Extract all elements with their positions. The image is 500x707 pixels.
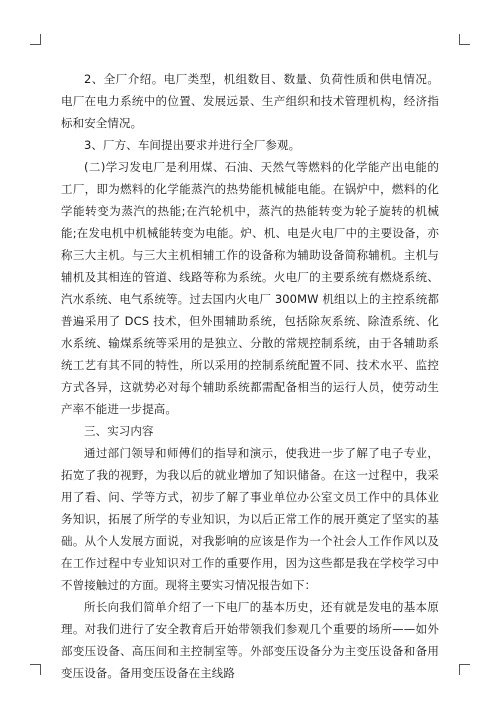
paragraph-power-plant-systems: (二)学习发电厂是利用煤、石油、天然气等燃料的化学能产出电能的工厂，即为燃料的化学能蒸汽的热势能机械能电能。在锅炉中，燃料的化学能转变为蒸汽的热能;在汽轮机中，蒸汽的热能转变为轮子旋转的机械能;在发电机中机械能转变为电能。炉、机、电是火电厂中的主要设备，亦称三大主机。与三大主机相辅工作的设备称为辅助设备简称辅机。主机与辅机及其相连的管道、线路等称为系统。火电厂的主要系统有燃烧系统、汽水系统、电气系统等。过去国内火电厂 300MW 机组以上的主控系统都普遍采用了 DCS 技术，但外围辅助系统，包括除灰系统、除渣系统、化水系统、输煤系统等采用的是独立、分散的常规控制系统，由于各辅助系统工艺有其不同的特性，所以采用的控制系统配置不同、技术水平、监控方式各异，这就势必对每个辅助系统都需配备相当的运行人员，使劳动生产率不能进一步提高。 bbox=[61, 160, 439, 416]
section-heading-internship-content: 三、实习内容 bbox=[84, 424, 154, 438]
paragraph-plant-introduction: 2、全厂介绍。电厂类型，机组数目、数量、负荷性质和供电情况。电厂在电力系统中的位置、发展远景、生产组织和技术管理机构，经济指标和安全情况。 bbox=[61, 72, 439, 130]
crop-mark-top-left bbox=[30, 34, 41, 45]
document-body bbox=[61, 68, 439, 684]
crop-mark-bottom-right bbox=[459, 664, 470, 675]
paragraph-internship-summary: 通过部门领导和师傅们的指导和演示，使我进一步了解了电子专业，拓宽了我的视野，为我以后的就业增加了知识储备。在这一过程中，我采用了看、问、学等方式，初步了解了事业单位办公室文员工作中的具体业务知识，拓展了所学的专业知识，为以后正常工作的展开奠定了坚实的基础。从个人发展方面说，对我影响的应该是作为一个社会人工作作风以及在工作过程中专业知识对工作的重要作用，因为这些都是我在学校学习中不曾接触过的方面。现将主要实习情况报告如下： bbox=[61, 446, 439, 592]
paragraph-plant-visit: 所长向我们简单介绍了一下电厂的基本历史，还有就是发电的基本原理。对我们进行了安全教育后开始带领我们参观几个重要的场所——如外部变压设备、高压间和主控制室等。外部变压设备分为主变压设备和备用变压设备。备用变压设备在主线路 bbox=[61, 600, 439, 680]
crop-mark-top-right bbox=[459, 34, 470, 45]
crop-mark-bottom-left bbox=[30, 664, 41, 675]
paragraph-plant-tour: 3、厂方、车间提出要求并进行全厂参观。 bbox=[84, 138, 301, 152]
